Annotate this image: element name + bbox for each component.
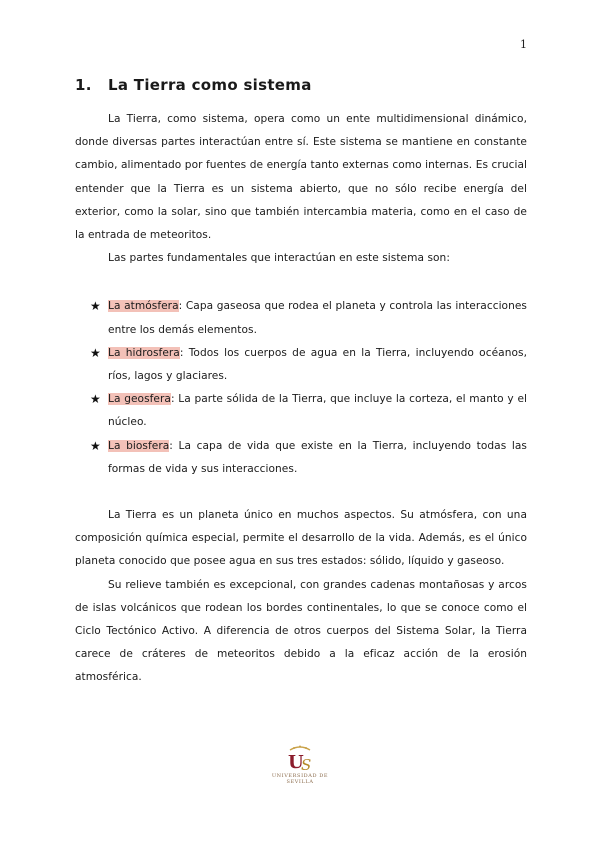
star-bullet-icon: ★ bbox=[90, 299, 101, 314]
term-description: : Capa gaseosa que rodea el planeta y controla las interacciones entre los demás elementos. bbox=[108, 300, 527, 336]
section-heading bbox=[75, 76, 312, 94]
star-bullet-icon: ★ bbox=[90, 438, 101, 453]
list-item bbox=[75, 435, 527, 481]
highlighted-term: La atmósfera bbox=[108, 300, 179, 313]
list-item bbox=[75, 342, 527, 388]
page-number: 1 bbox=[520, 38, 527, 51]
paragraph: La Tierra es un planeta único en muchos aspectos. Su atmósfera, con una composición química especial, permite el desarrollo de la vida. Además, es el único planeta conocido que posee agua en sus tres estados: sólido, líquido y gaseoso. bbox=[75, 509, 527, 568]
university-logo bbox=[268, 744, 332, 785]
highlighted-term: La biosfera bbox=[108, 439, 170, 452]
star-bullet-icon: ★ bbox=[90, 345, 101, 360]
term-description: : Todos los cuerpos de agua en la Tierra, incluyendo océanos, ríos, lagos y glaciares. bbox=[108, 346, 527, 383]
section-number: 1. bbox=[75, 76, 92, 94]
list-item bbox=[75, 388, 527, 434]
parts-intro: Las partes fundamentales que interactúan en este sistema son: bbox=[108, 252, 450, 265]
parts-list bbox=[75, 295, 527, 481]
highlighted-term: La geosfera bbox=[108, 393, 171, 406]
term-description: : La capa de vida que existe en la Tierra, incluyendo todas las formas de vida y sus interacciones. bbox=[108, 439, 527, 475]
svg-text:U: U bbox=[288, 752, 304, 772]
star-bullet-icon: ★ bbox=[90, 392, 101, 407]
university-logo-icon bbox=[282, 744, 318, 772]
document-body bbox=[75, 108, 527, 690]
paragraph: Su relieve también es excepcional, con grandes cadenas montañosas y arcos de islas volcánicos que rodean los bordes continentales, lo que se conoce como el Ciclo Tectónico Activo. A diferencia de otros cuerpos del Sistema Solar, la Tierra carece de cráteres de meteoritos debido a la eficaz acción de la erosión atmosférica. bbox=[75, 578, 527, 684]
list-item bbox=[75, 295, 527, 341]
spacer bbox=[75, 481, 527, 504]
intro-paragraph: La Tierra, como sistema, opera como un ente multidimensional dinámico, donde diversas partes interactúan entre sí. Este sistema se mantiene en constante cambio, alimentado por fuentes de energía tanto externas como internas. Es crucial entender que la Tierra es un sistema abierto, que no sólo recibe energía del exterior, como la solar, sino que también intercambia materia, como en el caso de la entrada de meteoritos. bbox=[75, 113, 527, 242]
svg-text:S: S bbox=[301, 756, 312, 772]
term-description: : La parte sólida de la Tierra, que incluye la corteza, el manto y el núcleo. bbox=[108, 393, 527, 429]
section-title: La Tierra como sistema bbox=[108, 76, 312, 94]
highlighted-term: La hidrosfera bbox=[108, 346, 180, 359]
logo-text: UNIVERSIDAD DE SEVILLA bbox=[271, 773, 329, 785]
